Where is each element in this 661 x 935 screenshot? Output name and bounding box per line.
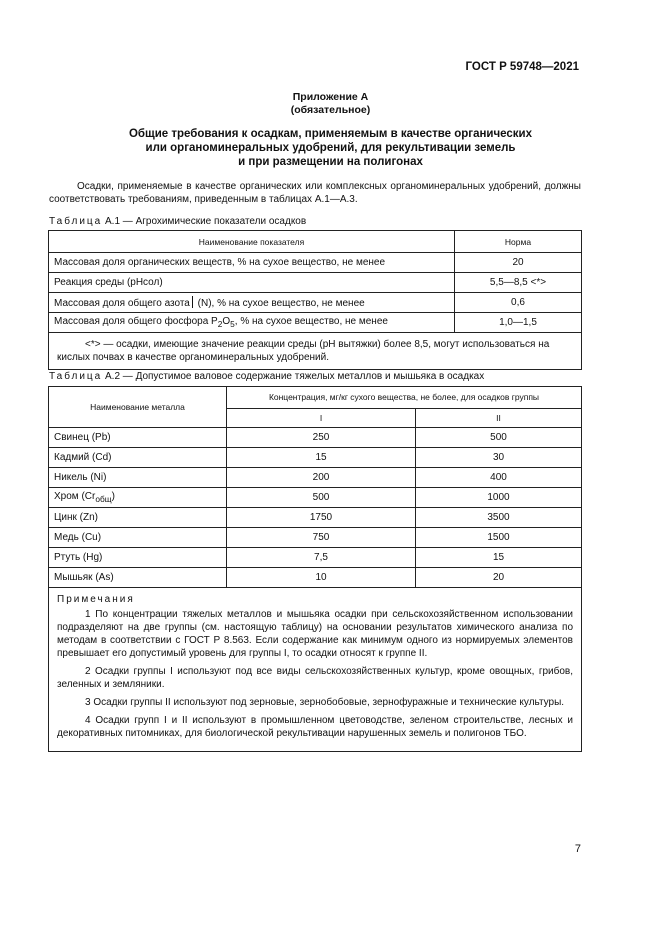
cell-group-1: 500 bbox=[227, 488, 416, 508]
cell-name: Массовая доля органических веществ, % на сухое вещество, не менее bbox=[49, 253, 455, 273]
table-header-row bbox=[49, 231, 582, 253]
table-row bbox=[49, 313, 582, 333]
table-notes-row bbox=[49, 588, 582, 752]
cell-value: 1,0—1,5 bbox=[455, 313, 582, 333]
table-notes bbox=[49, 588, 582, 752]
cell-metal: Медь (Cu) bbox=[49, 528, 227, 548]
cell-name-part: Массовая доля общего фосфора P bbox=[54, 316, 218, 327]
column-header-metal: Наименование металла bbox=[49, 387, 227, 428]
cell-name-part: (N), % на сухое вещество, не менее bbox=[194, 298, 365, 309]
cell-group-1: 1750 bbox=[227, 508, 416, 528]
cell-metal: Ртуть (Hg) bbox=[49, 548, 227, 568]
cell-group-2: 30 bbox=[416, 448, 582, 468]
text-cursor-icon bbox=[192, 296, 193, 308]
table-footnote bbox=[49, 333, 582, 370]
note-item: 4 Осадки групп I и II используют в промышленном цветоводстве, зеленом строительстве, лесных и декоративных питомниках, для биологической рекультивации нарушенных земель и полигонов ТБО. bbox=[57, 715, 573, 739]
table-a1 bbox=[48, 230, 582, 370]
cell-value: 5,5—8,5 <*> bbox=[455, 273, 582, 293]
cell-metal: Свинец (Pb) bbox=[49, 428, 227, 448]
cell-name bbox=[49, 293, 455, 313]
cell-group-1: 10 bbox=[227, 568, 416, 588]
table-row bbox=[49, 568, 582, 588]
column-header-norm: Норма bbox=[455, 231, 582, 253]
table-a2 bbox=[48, 386, 582, 752]
cell-metal: Кадмий (Cd) bbox=[49, 448, 227, 468]
annex-heading bbox=[0, 127, 661, 169]
subscript: 2 bbox=[217, 319, 223, 329]
cell-group-2: 1500 bbox=[416, 528, 582, 548]
cell-metal: Мышьяк (As) bbox=[49, 568, 227, 588]
table-a2-caption bbox=[49, 371, 484, 382]
page-number: 7 bbox=[574, 843, 581, 855]
caption-text: А.2 — Допустимое валовое содержание тяжелых металлов и мышьяка в осадках bbox=[102, 371, 485, 382]
cell-metal-part: Хром (Cr bbox=[54, 491, 96, 502]
cell-group-1: 7,5 bbox=[227, 548, 416, 568]
cell-value: 0,6 bbox=[455, 293, 582, 313]
cell-group-2: 1000 bbox=[416, 488, 582, 508]
standard-number: ГОСТ Р 59748—2021 bbox=[465, 61, 579, 73]
note-item: 1 По концентрации тяжелых металлов и мышьяка осадки при сельскохозяйственном использовании подразделяют на две группы (см. настоящую таблицу) на основании результатов химического анализа по методам в соответствии с ГОСТ Р 8.563. Если содержание как минимум одного из нормируемых элементов превышает его допустимый уровень для группы I, то осадки относят к группе II. bbox=[57, 609, 573, 659]
cell-metal: Цинк (Zn) bbox=[49, 508, 227, 528]
cell-group-1: 250 bbox=[227, 428, 416, 448]
cell-group-2: 15 bbox=[416, 548, 582, 568]
cell-value: 20 bbox=[455, 253, 582, 273]
table-header-row bbox=[49, 387, 582, 409]
caption-text: А.1 — Агрохимические показатели осадков bbox=[102, 216, 307, 227]
notes-heading: Примечания bbox=[57, 594, 135, 605]
column-header-concentration: Концентрация, мг/кг сухого вещества, не более, для осадков группы bbox=[227, 387, 582, 409]
heading-line-2: или органоминеральных удобрений, для рекультивации земель bbox=[145, 142, 516, 154]
cell-group-1: 15 bbox=[227, 448, 416, 468]
table-row bbox=[49, 548, 582, 568]
cell-group-1: 200 bbox=[227, 468, 416, 488]
table-footnote-row bbox=[49, 333, 582, 370]
annex-status: (обязательное) bbox=[290, 104, 371, 116]
cell-group-1: 750 bbox=[227, 528, 416, 548]
cell-group-2: 400 bbox=[416, 468, 582, 488]
table-row bbox=[49, 448, 582, 468]
cell-name-part: Массовая доля общего азота bbox=[54, 298, 190, 309]
cell-metal: Никель (Ni) bbox=[49, 468, 227, 488]
table-row bbox=[49, 428, 582, 448]
cell-name bbox=[49, 313, 455, 333]
cell-group-2: 20 bbox=[416, 568, 582, 588]
annex-title: Приложение А bbox=[292, 91, 369, 103]
subscript: общ bbox=[95, 494, 112, 504]
table-row bbox=[49, 273, 582, 293]
heading-line-1: Общие требования к осадкам, применяемым в качестве органических bbox=[128, 128, 533, 140]
table-row bbox=[49, 253, 582, 273]
column-header-group-1: I bbox=[227, 408, 416, 427]
cell-group-2: 500 bbox=[416, 428, 582, 448]
table-row bbox=[49, 468, 582, 488]
cell-group-2: 3500 bbox=[416, 508, 582, 528]
column-header-name: Наименование показателя bbox=[49, 231, 455, 253]
cell-metal-part: ) bbox=[111, 491, 115, 502]
column-header-group-2: II bbox=[416, 408, 582, 427]
heading-line-3: и при размещении на полигонах bbox=[238, 156, 423, 168]
table-row bbox=[49, 508, 582, 528]
table-row bbox=[49, 293, 582, 313]
subscript: 5 bbox=[230, 319, 235, 329]
caption-prefix: Таблица bbox=[49, 216, 103, 227]
note-item: 3 Осадки группы II используют под зерновые, зернобобовые, зернофуражные и технические культуры. bbox=[85, 697, 565, 708]
cell-name-part: , % на сухое вещество, не менее bbox=[234, 316, 388, 327]
table-a1-caption bbox=[49, 216, 306, 227]
cell-metal bbox=[49, 488, 227, 508]
intro-paragraph: Осадки, применяемые в качестве органических или комплексных органоминеральных удобрений, должны соответствовать требованиям, приведенным в таблицах А.1—А.3. bbox=[49, 181, 581, 205]
footnote-text: <*> — осадки, имеющие значение реакции среды (pH вытяжки) более 8,5, могут использоваться на кислых почвах в качестве органоминеральных удобрений. bbox=[57, 339, 550, 363]
table-row bbox=[49, 528, 582, 548]
caption-prefix: Таблица bbox=[49, 371, 103, 382]
table-row bbox=[49, 488, 582, 508]
cell-name: Реакция среды (pHсол) bbox=[49, 273, 455, 293]
cell-name-part: O bbox=[222, 316, 231, 327]
note-item: 2 Осадки группы I используют под все виды сельскохозяйственных культур, кроме овощных, грибов, зеленных и земляники. bbox=[57, 666, 573, 690]
